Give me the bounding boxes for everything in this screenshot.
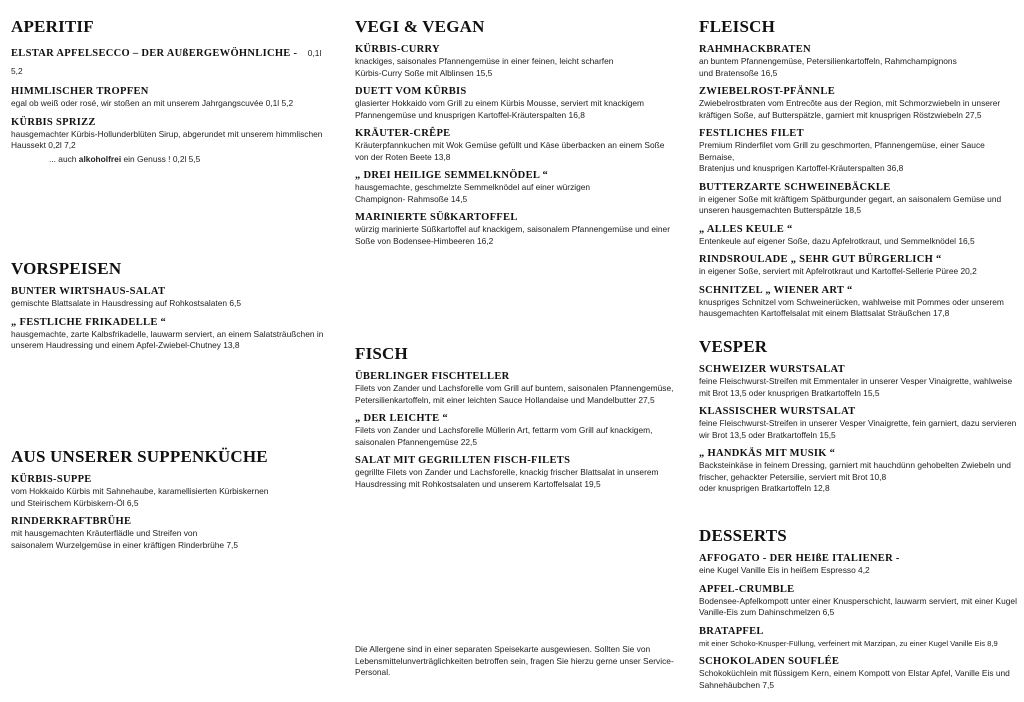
item-desc: glasierter Hokkaido vom Grill zu einem Kürbis Mousse, serviert mit knackigem Pfannengemüse und knusprigen Kartoffel-Kräuterspalten 16,8 bbox=[355, 98, 645, 120]
menu-item bbox=[699, 223, 1017, 248]
aside-bold: alkoholfrei bbox=[78, 153, 122, 164]
menu-item bbox=[699, 552, 1017, 577]
item-name: KÜRBIS SPRIZZ bbox=[11, 116, 96, 128]
section-suppen bbox=[11, 447, 331, 557]
item-name: RAHMHACKBRATEN bbox=[699, 44, 811, 55]
item-name: SCHWEIZER WURSTSALAT bbox=[699, 364, 845, 375]
menu-item bbox=[11, 43, 331, 79]
item-name: SCHOKOLADEN SOUFLÉE bbox=[699, 656, 840, 667]
item-desc: Backsteinkäse in feinem Dressing, garniert mit hauchdünn gehobelten Zwiebeln und frischer, gehackter Petersilie, serviert mit Brot 10,8 oder knusprigen Bratkartoffeln 12,8 bbox=[699, 460, 1011, 493]
item-name: „ FESTLICHE FRIKADELLE “ bbox=[11, 316, 167, 328]
menu-item bbox=[699, 85, 1017, 121]
section-title: VEGI & VEGAN bbox=[355, 17, 485, 36]
item-desc: feine Fleischwurst-Streifen mit Emmentaler in unserer Vesper Vinaigrette, wahlweise mit Brot 13,5 oder knusprigen Bratkartoffeln 15,5 bbox=[699, 376, 1013, 398]
aside-prefix: ... auch bbox=[49, 153, 77, 164]
menu-item bbox=[355, 370, 675, 406]
item-desc: mit einer Schoko-Knusper-Füllung, verfeinert mit Marzipan, zu einer Kugel Vanille Eis 8,9 bbox=[699, 638, 998, 648]
item-name: APFEL-CRUMBLE bbox=[699, 583, 795, 595]
item-desc: Filets von Zander und Lachsforelle Müllerin Art, fettarm vom Grill auf knackigem, saisonalen Pfannengemüse 22,5 bbox=[355, 425, 653, 447]
menu-item bbox=[699, 363, 1017, 399]
item-name: BUNTER WIRTSHAUS-SALAT bbox=[11, 286, 166, 297]
item-desc: gegrillte Filets von Zander und Lachsforelle, knackig frischer Blattsalat in unserem Hausdressing mit Rohkostsalaten und unserem Kartoffelsalat 19,5 bbox=[355, 467, 659, 489]
menu-item bbox=[699, 181, 1017, 217]
item-name: „ HANDKÄS MIT MUSIK “ bbox=[699, 448, 836, 459]
section-title: FLEISCH bbox=[699, 17, 776, 36]
item-name: SALAT MIT GEGRILLTEN FISCH-FILETS bbox=[355, 455, 571, 466]
item-desc: Schokoküchlein mit flüssigem Kern, einem Kompott von Elstar Apfel, Vanille Eis und Sahnehäubchen 7,5 bbox=[699, 668, 1010, 690]
menu-item bbox=[355, 454, 675, 490]
menu-item bbox=[355, 412, 675, 448]
item-desc: in eigener Soße, serviert mit Apfelrotkraut und Kartoffel-Sellerie Püree 20,2 bbox=[699, 266, 977, 276]
item-desc: 0,1l 5,2 bbox=[11, 48, 322, 76]
item-desc: in eigener Soße mit kräftigem Spätburgunder gegart, an saisonalem Gemüse und unseren hausgemachten Butterspätzle 18,5 bbox=[699, 193, 1002, 215]
menu-item bbox=[11, 116, 331, 152]
item-desc: mit hausgemachten Kräuterflädle und Streifen von saisonalem Wurzelgemüse in einer kräftigen Rinderbrühe 7,5 bbox=[11, 528, 239, 550]
section-fleisch bbox=[699, 17, 1017, 326]
menu-item bbox=[699, 127, 1017, 175]
item-name: „ DREI HEILIGE SEMMELKNÖDEL “ bbox=[355, 170, 549, 181]
item-desc: hausgemachter Kürbis-Hollunderblüten Sirup, abgerundet mit unserem himmlischen Haussekt 0,2l 7,2 bbox=[11, 128, 323, 150]
item-name: HIMMLISCHER TROPFEN bbox=[11, 86, 149, 97]
section-title: VESPER bbox=[699, 337, 768, 356]
section-title: APERITIF bbox=[11, 17, 94, 36]
menu-item bbox=[11, 85, 331, 110]
section-title: VORSPEISEN bbox=[11, 259, 122, 278]
item-name: MARINIERTE SÜßKARTOFFEL bbox=[355, 212, 518, 223]
item-desc: gemischte Blattsalate in Hausdressing auf Rohkostsalaten 6,5 bbox=[11, 298, 241, 308]
item-name: FESTLICHES FILET bbox=[699, 128, 804, 139]
item-name: KÜRBIS-CURRY bbox=[355, 44, 440, 55]
menu-item bbox=[355, 169, 675, 205]
item-desc: an buntem Pfannengemüse, Petersilienkartoffeln, Rahmchampignons und Bratensoße 16,5 bbox=[699, 56, 957, 78]
menu-item bbox=[355, 127, 675, 163]
section-fisch bbox=[355, 344, 675, 496]
menu-item bbox=[699, 284, 1017, 320]
item-desc: knackiges, saisonales Pfannengemüse in einer feinen, leicht scharfen Kürbis-Curry Soße mit Alblinsen 15,5 bbox=[355, 56, 614, 78]
item-name: AFFOGATO - DER HEIßE ITALIENER - bbox=[699, 553, 900, 564]
item-desc: egal ob weiß oder rosé, wir stoßen an mit unserem Jahrgangscuvée 0,1l 5,2 bbox=[11, 98, 294, 108]
menu-item bbox=[355, 43, 675, 79]
item-name: BRATAPFEL bbox=[699, 625, 764, 637]
aside-suffix: ein Genuss ! 0,2l 5,5 bbox=[123, 153, 201, 164]
item-desc: würzig marinierte Süßkartoffel auf knackigem, saisonalem Pfannengemüse und einer Soße von Bodensee-Himbeeren 16,2 bbox=[355, 224, 671, 246]
item-name: „ DER LEICHTE “ bbox=[355, 413, 448, 424]
item-name: DUETT VOM KÜRBIS bbox=[355, 86, 467, 97]
allergen-note: Die Allergene sind in einer separaten Speisekarte ausgewiesen. Sollten Sie von Lebensmittelunverträglichkeiten betroffen sein, fragen Sie hierzu gerne unser Service- Personal. bbox=[355, 644, 674, 677]
menu-item bbox=[699, 655, 1017, 691]
item-desc: eine Kugel Vanille Eis in heißem Espresso 4,2 bbox=[699, 565, 870, 575]
item-desc: vom Hokkaido Kürbis mit Sahnehaube, karamellisierten Kürbiskernen und Steirischem Kürbiskern-Öl 6,5 bbox=[11, 486, 269, 508]
item-desc: hausgemachte, zarte Kalbsfrikadelle, lauwarm serviert, an einem Salatsträußchen in unserem Haudressing und einem Apfel-Zwiebel-Chutney 13,8 bbox=[11, 328, 324, 350]
item-name: ÜBERLINGER FISCHTELLER bbox=[355, 371, 510, 382]
item-desc: Premium Rinderfilet vom Grill zu geschmorten, Pfannengemüse, einer Sauce Bernaise, Bratenjus und knusprigen Kartoffel-Kräuterspalten 36,8 bbox=[699, 140, 985, 173]
menu-item bbox=[699, 583, 1017, 619]
menu-item bbox=[355, 85, 675, 121]
item-desc: Bodensee-Apfelkompott unter einer Knusperschicht, lauwarm serviert, mit einer Kugel Vanille-Eis zum Dahinschmelzen 6,5 bbox=[699, 595, 1017, 617]
item-desc: knuspriges Schnitzel vom Schweinerücken, wahlweise mit Pommes oder unserem hausgemachten Kartoffelsalat mit einem Blattsalat Sträußchen 17,8 bbox=[699, 296, 1004, 318]
item-name: KRÄUTER-CRÊPE bbox=[355, 128, 451, 139]
item-name: „ ALLES KEULE “ bbox=[699, 223, 793, 235]
menu-item bbox=[11, 316, 331, 352]
item-name: ZWIEBELROST-PFÄNNLE bbox=[699, 86, 836, 97]
item-desc: Kräuterpfannkuchen mit Wok Gemüse gefüllt und Käse überbacken an einem Soße von der Roten Beete 13,8 bbox=[355, 140, 665, 162]
section-vesper bbox=[699, 337, 1017, 501]
menu-item bbox=[355, 211, 675, 247]
menu-item bbox=[699, 253, 1017, 278]
item-desc: Entenkeule auf eigener Soße, dazu Apfelrotkraut, und Semmelknödel 16,5 bbox=[699, 235, 975, 246]
item-desc: Filets von Zander und Lachsforelle vom Grill auf buntem, saisonalen Pfannengemüse, Petersilienkartoffeln, mit einer leichten Sauce Hollandaise und Mandelbutter 27,5 bbox=[355, 383, 674, 405]
section-title: AUS UNSERER SUPPENKÜCHE bbox=[11, 447, 268, 466]
item-name: KÜRBIS-SUPPE bbox=[11, 474, 92, 485]
section-vegi-vegan bbox=[355, 17, 675, 253]
menu-item bbox=[699, 405, 1017, 441]
section-title: FISCH bbox=[355, 344, 408, 363]
item-name: ELSTAR APFELSECCO – DER AUßERGEWÖHNLICHE - bbox=[11, 48, 298, 59]
alcohol-free-note bbox=[11, 154, 331, 166]
menu-item bbox=[699, 43, 1017, 79]
item-name: RINDERKRAFTBRÜHE bbox=[11, 516, 132, 527]
item-desc: feine Fleischwurst-Streifen in unserer Vesper Vinaigrette, fein garniert, dazu servieren wir Brot 13,5 oder Bratkartoffeln 15,5 bbox=[699, 418, 1017, 440]
item-name: KLASSISCHER WURSTSALAT bbox=[699, 406, 856, 417]
section-aperitif bbox=[11, 17, 331, 165]
menu-item bbox=[11, 473, 331, 509]
menu-item bbox=[699, 625, 1017, 650]
item-name: BUTTERZARTE SCHWEINEBÄCKLE bbox=[699, 181, 891, 193]
menu-item bbox=[699, 447, 1017, 495]
menu-item bbox=[11, 285, 331, 310]
item-name: SCHNITZEL „ WIENER ART “ bbox=[699, 284, 853, 296]
menu-item bbox=[11, 515, 331, 551]
item-name: RINDSROULADE „ SEHR GUT BÜRGERLICH “ bbox=[699, 254, 942, 265]
item-desc: hausgemachte, geschmelzte Semmelknödel auf einer würzigen Champignon- Rahmsoße 14,5 bbox=[355, 182, 591, 204]
section-title: DESSERTS bbox=[699, 526, 787, 545]
item-desc: Zwiebelrostbraten vom Entrecôte aus der Region, mit Schmorzwiebeln in unserer kräftigen Soße, auf Butterspätzle, garniert mit knusprigen Röstzwiebeln 27,5 bbox=[699, 98, 1001, 120]
section-desserts bbox=[699, 526, 1017, 697]
section-vorspeisen bbox=[11, 259, 331, 358]
